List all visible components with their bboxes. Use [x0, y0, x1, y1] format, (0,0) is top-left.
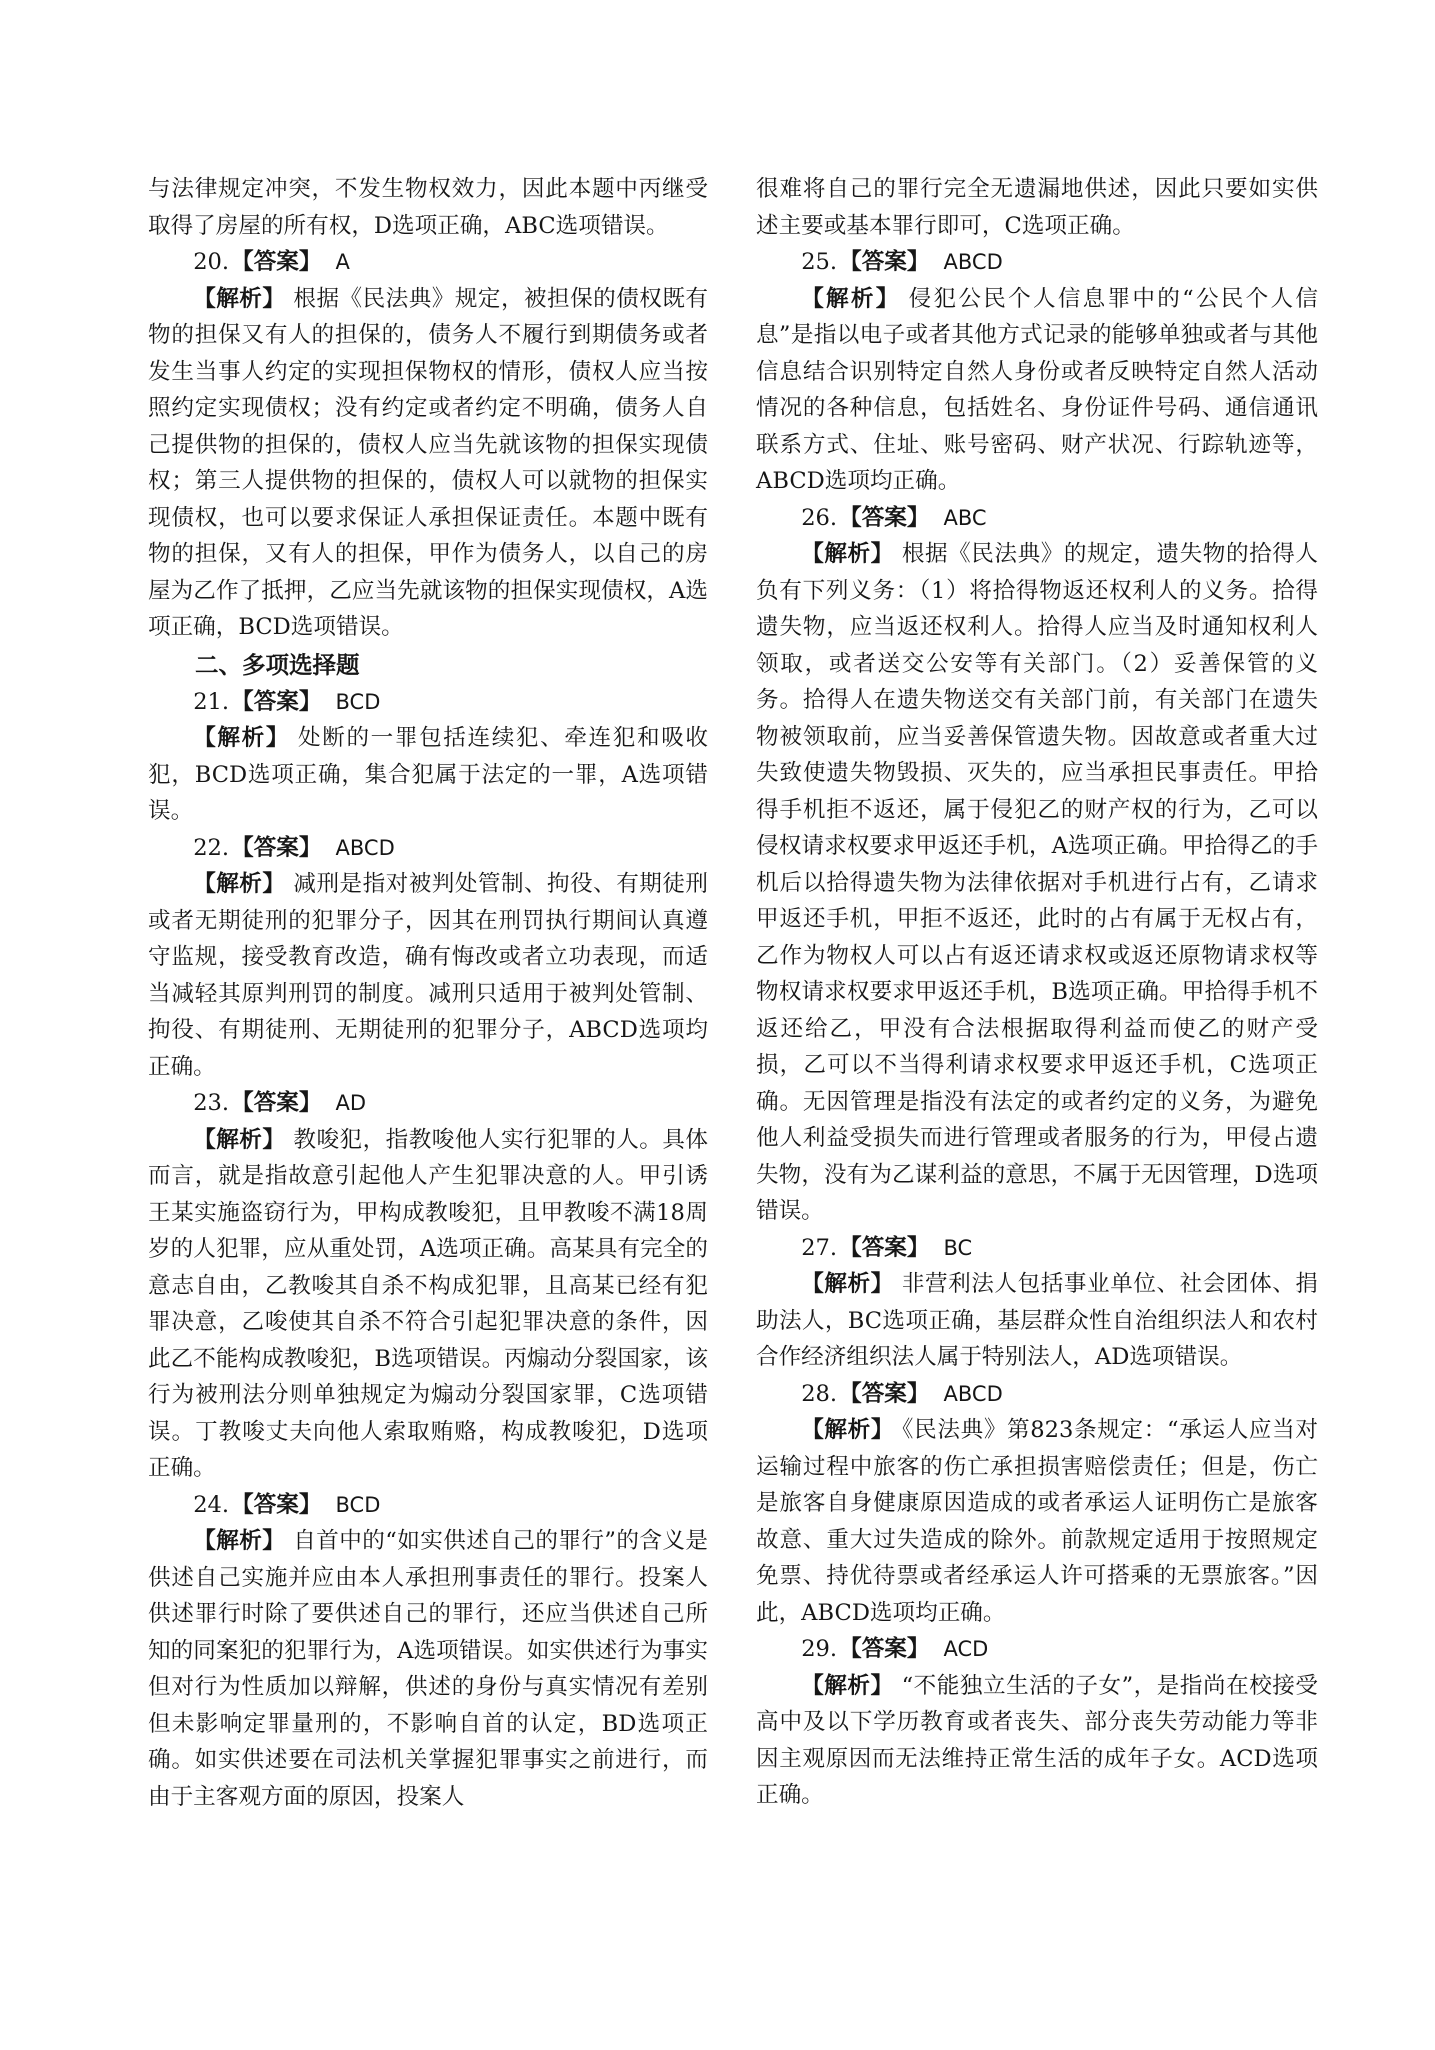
answer-line-q29 [756, 1631, 1318, 1668]
analysis-paragraph-q29 [756, 1668, 1318, 1814]
answer-tag: 【答案】 [231, 1090, 322, 1116]
question-number: 23. [193, 1090, 230, 1116]
answer-line-q25 [756, 244, 1318, 281]
analysis-paragraph-q28 [756, 1412, 1318, 1631]
answer-line-q27 [756, 1230, 1318, 1267]
answer-line-q22 [148, 830, 708, 867]
analysis-text: 处断的一罪包括连续犯、牵连犯和吸收犯，BCD选项正确，集合犯属于法定的一罪，A选项错误。 [148, 725, 708, 824]
answer-value: ABC [943, 505, 987, 530]
answer-value: ABCD [943, 250, 1003, 274]
analysis-paragraph-q22 [148, 866, 708, 1085]
section-heading: 二、多项选择题 [195, 650, 360, 679]
analysis-text: 侵犯公民个人信息罪中的“公民个人信息”是指以电子或者其他方式记录的能够单独或者与其他信息结合识别特定自然人身份或者反映特定自然人活动情况的各种信息，包括姓名、身份证件号码、通信通讯联系方式、住址、账号密码、财产状况、行踪轨迹等，ABCD选项均正确。 [756, 285, 1318, 494]
question-number: 27. [801, 1234, 838, 1261]
analysis-paragraph-q23 [148, 1122, 708, 1487]
analysis-label: 【解析】 [801, 1672, 894, 1699]
question-number: 25. [801, 249, 838, 275]
analysis-text: 减刑是指对被判处管制、拘役、有期徒刑或者无期徒刑的犯罪分子，因其在刑罚执行期间认真遵守监规，接受教育改造，确有悔改或者立功表现，而适当减轻其原判刑罚的制度。减刑只适用于被判处管制、拘役、有期徒刑、无期徒刑的犯罪分子，ABCD选项均正确。 [148, 871, 709, 1080]
answer-value: BCD [335, 689, 381, 714]
answer-tag: 【答案】 [839, 249, 930, 275]
analysis-paragraph-q25 [756, 281, 1318, 500]
analysis-label: 【解析】 [801, 285, 901, 312]
answer-value: ACD [943, 1637, 989, 1661]
continued-paragraph: 很难将自己的罪行完全无遗漏地供述，因此只要如实供述主要或基本罪行即可，C选项正确。 [756, 176, 1318, 239]
analysis-label: 【解析】 [801, 1417, 895, 1443]
answer-value: BCD [335, 1492, 381, 1517]
answer-tag: 【答案】 [231, 834, 322, 861]
answer-line-q26 [756, 500, 1318, 537]
answer-tag: 【答案】 [231, 688, 322, 715]
analysis-paragraph-q24 [148, 1523, 708, 1815]
answer-tag: 【答案】 [839, 1234, 930, 1261]
answer-line-q23 [148, 1085, 708, 1122]
analysis-text: 根据《民法典》的规定，遗失物的拾得人负有下列义务：（1）将拾得物返还权利人的义务。拾得遗失物，应当返还权利人。拾得人应当及时通知权利人领取，或者送交公安等有关部门。（2）妥善保管的义务。拾得人在遗失物送交有关部门前，有关部门在遗失物被领取前，应当妥善保管遗失物。因故意或者重大过失致使遗失物毁损、灭失的，应当承担民事责任。甲拾得手机拒不返还，属于侵犯乙的财产权的行为，乙可以侵权请求权要求甲返还手机，A选项正确。甲拾得乙的手机后以拾得遗失物为法律依据对手机进行占有，乙请求甲返还手机，甲拒不返还，此时的占有属于无权占有，乙作为物权人可以占有返还请求权或返还原物请求权等物权请求权要求甲返还手机，B选项正确。甲拾得手机不返还给乙，甲没有合法根据取得利益而使乙的财产受损，乙可以不当得利请求权要求甲返还手机，C选项正确。无因管理是指没有法定的或者约定的义务，为避免他人利益受损失而进行管理或者服务的行为，甲侵占遗失物，没有为乙谋利益的意思，不属于无因管理，D选项错误。 [756, 541, 1319, 1224]
answer-tag: 【答案】 [839, 504, 930, 531]
analysis-label: 【解析】 [801, 541, 894, 567]
analysis-label: 【解析】 [193, 1126, 286, 1153]
answer-value: A [335, 250, 350, 274]
analysis-text: “不能独立生活的子女”，是指尚在校接受高中及以下学历教育或者丧失、部分丧失劳动能力等非因主观原因而无法维持正常生活的成年子女。ACD选项正确。 [756, 1672, 1318, 1808]
analysis-label: 【解析】 [193, 871, 286, 897]
answer-value: ABCD [943, 1381, 1003, 1406]
answer-value: ABCD [335, 835, 395, 860]
answer-line-q28 [756, 1376, 1318, 1413]
question-number: 26. [801, 504, 838, 531]
question-number: 24. [193, 1491, 230, 1518]
answer-tag: 【答案】 [839, 1636, 930, 1662]
analysis-label: 【解析】 [193, 1528, 286, 1554]
continued-paragraph: 与法律规定冲突，不发生物权效力，因此本题中丙继受取得了房屋的所有权，D选项正确，ABC选项错误。 [148, 176, 708, 239]
analysis-paragraph-q27 [756, 1266, 1318, 1376]
analysis-label: 【解析】 [193, 285, 286, 312]
answer-tag: 【答案】 [839, 1380, 930, 1407]
question-number: 28. [801, 1380, 838, 1407]
answer-line-q20 [148, 244, 708, 281]
analysis-text: 根据《民法典》规定，被担保的债权既有物的担保又有人的担保的，债务人不履行到期债务或者发生当事人约定的实现担保物权的情形，债权人应当按照约定实现债权；没有约定或者约定不明确，债务人自己提供物的担保的，债权人应当先就该物的担保实现债权；第三人提供物的担保的，债权人可以就物的担保实现债权，也可以要求保证人承担保证责任。本题中既有物的担保，又有人的担保，甲作为债务人，以自己的房屋为乙作了抵押，乙应当先就该物的担保实现债权，A选项正确，BCD选项错误。 [148, 285, 709, 640]
analysis-paragraph-q21 [148, 720, 708, 830]
answer-line-q24 [148, 1487, 708, 1524]
analysis-text: 《民法典》第823条规定：“承运人应当对运输过程中旅客的伤亡承担损害赔偿责任；但是，伤亡是旅客自身健康原因造成的或者承运人证明伤亡是旅客故意、重大过失造成的除外。前款规定适用于按照规定免票、持优待票或者经承运人许可搭乘的无票旅客。”因此，ABCD选项均正确。 [756, 1417, 1319, 1626]
answer-value: BC [943, 1235, 973, 1260]
question-number: 29. [801, 1636, 838, 1662]
answer-value: AD [335, 1091, 367, 1115]
answer-tag: 【答案】 [231, 249, 322, 275]
analysis-paragraph-q26 [756, 536, 1318, 1230]
answer-line-q21 [148, 684, 708, 721]
analysis-text: 非营利法人包括事业单位、社会团体、捐助法人，BC选项正确，基层群众性自治组织法人和农村合作经济组织法人属于特别法人，AD选项错误。 [756, 1271, 1319, 1370]
analysis-label: 【解析】 [193, 725, 291, 751]
right-column [756, 171, 1318, 1814]
analysis-paragraph-q20 [148, 281, 708, 646]
question-number: 22. [193, 834, 230, 861]
question-number: 21. [193, 688, 230, 715]
analysis-text: 教唆犯，指教唆他人实行犯罪的人。具体而言，就是指故意引起他人产生犯罪决意的人。甲引诱王某实施盗窃行为，甲构成教唆犯，且甲教唆不满18周岁的人犯罪，应从重处罚，A选项正确。高某具有完全的意志自由，乙教唆其自杀不构成犯罪，且高某已经有犯罪决意，乙唆使其自杀不符合引起犯罪决意的条件，因此乙不能构成教唆犯，B选项错误。丙煽动分裂国家，该行为被刑法分则单独规定为煽动分裂国家罪，C选项错误。丁教唆丈夫向他人索取贿赂，构成教唆犯，D选项正确。 [148, 1126, 709, 1481]
left-column [148, 171, 708, 1815]
answer-tag: 【答案】 [231, 1491, 322, 1518]
question-number: 20. [193, 249, 230, 275]
analysis-label: 【解析】 [801, 1271, 894, 1297]
analysis-text: 自首中的“如实供述自己的罪行”的含义是供述自己实施并应由本人承担刑事责任的罪行。投案人供述罪行时除了要供述自己的罪行，还应当供述自己所知的同案犯的犯罪行为，A选项错误。如实供述行为事实但对行为性质加以辩解，供述的身份与真实情况有差别但未影响定罪量刑的，不影响自首的认定，BD选项正确。如实供述要在司法机关掌握犯罪事实之前进行，而由于主客观方面的原因，投案人 [148, 1528, 709, 1810]
